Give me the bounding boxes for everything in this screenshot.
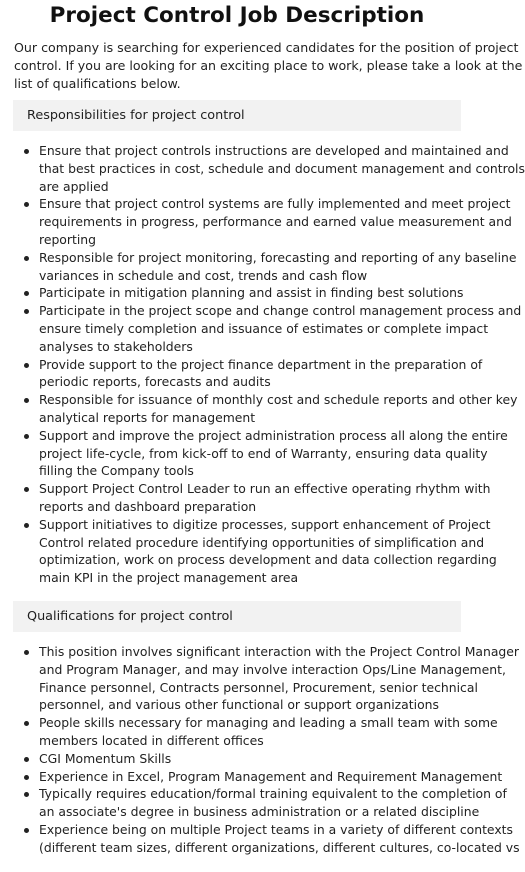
responsibilities-item-text: Ensure that project control systems are fully implemented and meet project (39, 196, 511, 212)
responsibilities-item-text: Support Project Control Leader to run an effective operating rhythm with (39, 481, 491, 497)
qualifications-item-text: (different team sizes, different organizations, different cultures, co-located vs (39, 839, 520, 855)
intro-line: Our company is searching for experienced candidates for the position of project (14, 40, 519, 55)
responsibilities-item (0, 391, 518, 427)
responsibilities-item-text: Responsible for issuance of monthly cost and schedule reports and other key (39, 392, 518, 408)
responsibilities-header: Responsibilities for project control (13, 100, 461, 131)
responsibilities-item-text: filling the Company tools (39, 463, 194, 479)
responsibilities-item-text: Control related procedure identifying opportunities of simplification and (39, 534, 485, 550)
qualifications-list (0, 643, 520, 857)
responsibilities-item-text: reporting (39, 231, 97, 247)
responsibilities-item (0, 195, 512, 248)
qualifications-item (0, 768, 503, 786)
responsibilities-item-text: Participate in mitigation planning and assist in finding best solutions (39, 285, 464, 301)
responsibilities-item-text: variances in schedule and cost, trends and cash flow (39, 267, 368, 283)
qualifications-item-text: Experience in Excel, Program Management and Requirement Management (39, 768, 503, 784)
responsibilities-item (0, 356, 483, 392)
qualifications-item (0, 821, 520, 857)
responsibilities-item-text: Support initiatives to digitize processes, support enhancement of Project (39, 516, 491, 532)
intro-line: list of qualifications below. (14, 76, 181, 91)
responsibilities-item (0, 142, 525, 195)
qualifications-header: Qualifications for project control (13, 601, 461, 632)
responsibilities-item (0, 302, 522, 355)
responsibilities-item-text: analyses to stakeholders (39, 338, 193, 354)
responsibilities-item-text: Ensure that project controls instructions are developed and maintained and (39, 143, 509, 158)
responsibilities-item-text: reports and dashboard preparation (39, 498, 257, 514)
responsibilities-item-text: Responsible for project monitoring, forecasting and reporting of any baseline (39, 249, 517, 265)
responsibilities-item-text: that best practices in cost, schedule and document management and controls (39, 160, 525, 176)
qualifications-item (0, 714, 498, 750)
qualifications-item-text: People skills necessary for managing and leading a small team with some (39, 715, 498, 731)
responsibilities-item-text: project life-cycle, from kick-off to end of Warranty, ensuring data quality (39, 445, 488, 461)
responsibilities-item-text: Provide support to the project finance department in the preparation of (39, 356, 483, 372)
responsibilities-item (0, 284, 474, 302)
responsibilities-item (0, 516, 497, 587)
page-title: Project Control Job Description (49, 3, 425, 28)
responsibilities-list (0, 142, 525, 587)
responsibilities-item (0, 249, 517, 285)
qualifications-item (0, 643, 520, 714)
responsibilities-item-text: are applied (39, 178, 109, 194)
qualifications-item-text: Typically requires education/formal training equivalent to the completion of (39, 786, 507, 802)
responsibilities-item-text: optimization, work on process development and data collection regarding (39, 552, 497, 568)
responsibilities-item-text: main KPI in the project management area (39, 570, 299, 586)
qualifications-item-text: members located in different offices (39, 732, 264, 748)
responsibilities-item-text: requirements in progress, performance and earned value measurement and (39, 214, 512, 230)
responsibilities-item (0, 480, 491, 516)
qualifications-item (0, 785, 507, 821)
responsibilities-item-text: Participate in the project scope and change control management process and (39, 303, 522, 319)
qualifications-item-text: This position involves significant interaction with the Project Control Manager (39, 643, 520, 659)
qualifications-item-text: Experience being on multiple Project teams in a variety of different contexts (39, 821, 513, 837)
qualifications-item (0, 750, 474, 768)
intro-paragraph (14, 39, 523, 93)
responsibilities-item-text: Support and improve the project administration process all along the entire (39, 427, 508, 443)
qualifications-item-text: CGI Momentum Skills (39, 750, 172, 766)
qualifications-item-text: personnel, and various other functional or support organizations (39, 697, 439, 713)
responsibilities-item-text: periodic reports, forecasts and audits (39, 374, 271, 390)
qualifications-item-text: an associate's degree in business administration or a related discipline (39, 804, 480, 820)
qualifications-item-text: and Program Manager, and may involve interaction Ops/Line Management, (39, 661, 506, 677)
responsibilities-item-text: analytical reports for management (39, 409, 256, 425)
responsibilities-item (0, 427, 508, 480)
intro-line: control. If you are looking for an exciting place to work, please take a look at the (14, 58, 523, 73)
responsibilities-item-text: ensure timely completion and issuance of estimates or complete impact (39, 320, 489, 336)
qualifications-item-text: Finance personnel, Contracts personnel, Procurement, senior technical (39, 679, 478, 695)
